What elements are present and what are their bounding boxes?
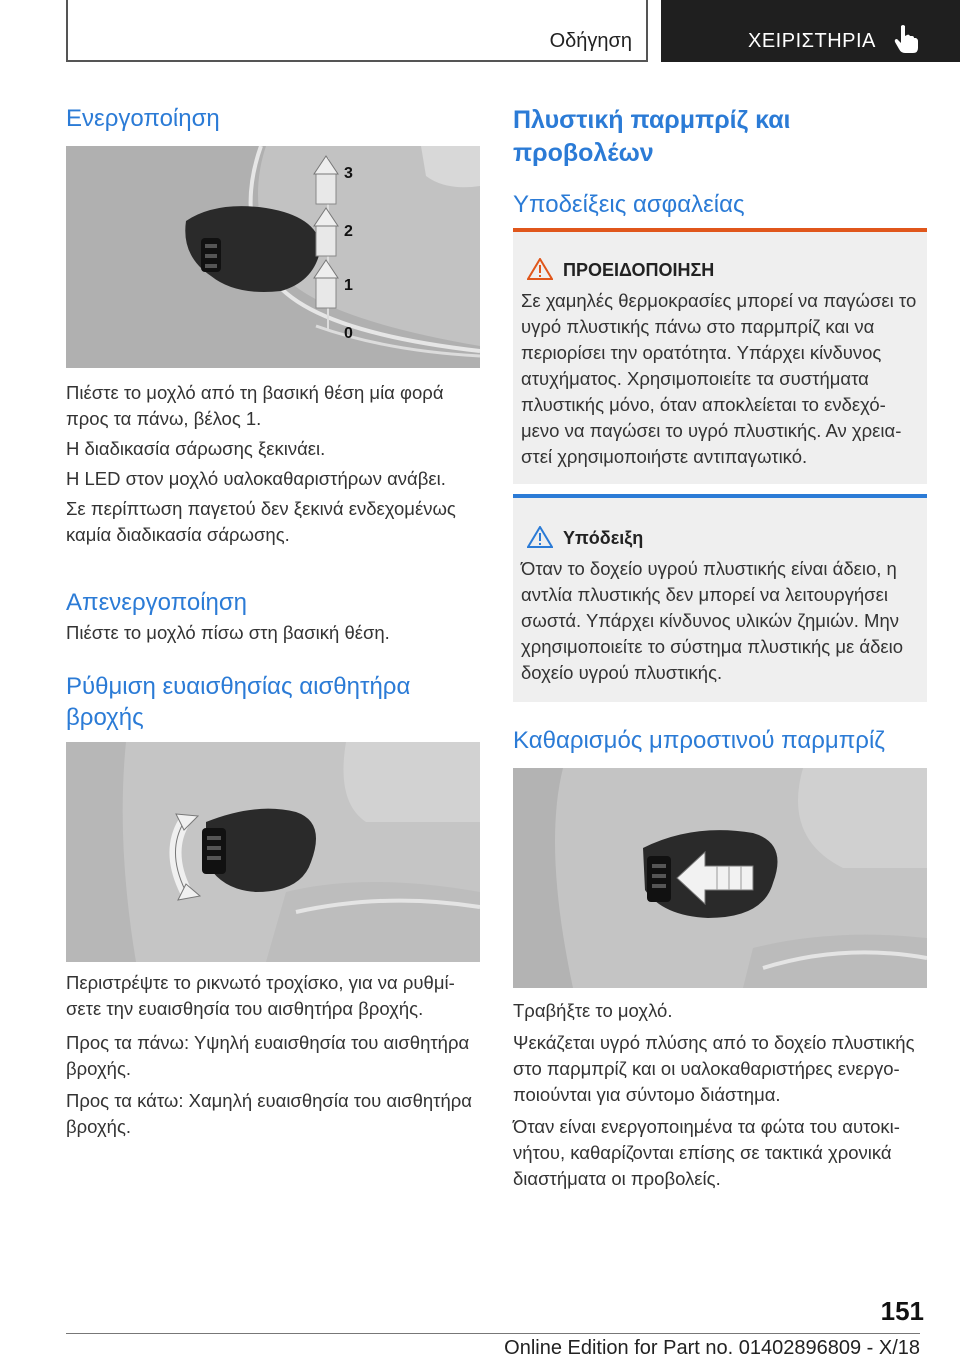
figure-label-0: 0 [344, 325, 353, 342]
figure-thumbwheel [66, 742, 480, 962]
footer-divider [66, 1333, 920, 1334]
paragraph-lever-up: Πιέστε το μοχλό από τη βασική θέση μία φορά προς τα πάνω, βέλος 1. [66, 382, 444, 429]
edition-note: Online Edition for Part no. 01402896809 - X/18 [504, 1337, 920, 1359]
page-number: 151 [880, 1296, 924, 1326]
notice-box [513, 494, 927, 702]
paragraph-pull-lever: Τραβήξτε το μοχλό. [513, 1000, 673, 1021]
header-chapter-tab [661, 0, 960, 62]
paragraph-up-high: Προς τα πάνω: Υψηλή ευαισθησία του αισθητήρα βροχής. [66, 1032, 470, 1079]
heading-windscreen-cleaning: Καθαρισμός μπροστινού παρμπρίζ [513, 727, 885, 754]
hand-pointer-icon [893, 24, 919, 54]
figure-label-2: 2 [344, 223, 353, 240]
paragraph-spray: Ψεκάζεται υγρό πλύσης από το δοχείο πλυστικής στο παρμπρίζ και οι υαλοκαθαριστήρες ενεργοποιούνται για σύντομο διάστημα. [513, 1032, 915, 1105]
paragraph-down-low: Προς τα κάτω: Χαμηλή ευαισθησία του αισθητήρα βροχής. [66, 1090, 472, 1137]
paragraph-lever-back: Πιέστε το μοχλό πίσω στη βασική θέση. [66, 622, 390, 643]
heading-washer-system: Πλυστική παρμπρίζ και προβολέων [513, 106, 791, 167]
notice-header [527, 526, 643, 549]
warning-text: Σε χαμηλές θερμοκρασίες μπορεί να παγώσει το υγρό πλυστικής πάνω στο παρμπρίζ και να περιορίσει την ορατότητα. Υπάρχει κίνδυνος ατυχήματος. Χρησιμοποιείτε τα συστήματα πλυστικής μόνο, όταν αποκλείεται το ενδεχόμενο να παγώσει το υγρό πλυστικής. Αν χρειαστεί χρησιμοποιήστε αντιπαγωτικό. [521, 290, 917, 467]
heading-deactivation: Απενεργοποίηση [66, 589, 248, 616]
figure-wiper-lever-positions [66, 146, 480, 368]
paragraph-scan-starts: Η διαδικασία σάρωσης ξεκινάει. [66, 438, 326, 459]
paragraph-headlights: Όταν είναι ενεργοποιημένα τα φώτα του αυτοκινήτου, καθαρίζονται επίσης σε τακτικά χρονικά διαστήματα οι προβολείς. [513, 1116, 900, 1189]
figure-label-3: 3 [344, 165, 353, 182]
warning-header [527, 258, 714, 281]
warning-triangle-icon [527, 258, 553, 280]
heading-rain-sensor-sensitivity: Ρύθμιση ευαισθησίας αισθητήρα βροχής [66, 673, 411, 731]
heading-activation: Ενεργοποίηση [66, 105, 220, 132]
paragraph-rotate-wheel: Περιστρέψτε το ρικνωτό τροχίσκο, για να ρυθμίσετε την ευαισθησία του αισθητήρα βροχής. [66, 972, 455, 1019]
heading-safety-notes: Υποδείξεις ασφαλείας [513, 191, 745, 218]
warning-title: ΠΡΟΕΙΔΟΠΟΙΗΣΗ [563, 260, 715, 280]
notice-triangle-icon [527, 526, 553, 548]
notice-title: Υπόδειξη [563, 528, 644, 548]
section-tab-label: Οδήγηση [549, 30, 632, 52]
figure-pull-lever [513, 768, 927, 988]
notice-text: Όταν το δοχείο υγρού πλυστικής είναι άδειο, η αντλία πλυστικής δεν μπορεί να λειτουργήσει σωστά. Υπάρχει κίνδυνος υλικών ζημιών. Μην χρησιμοποιείτε το σύστημα πλυστικής με άδειο δοχείο υγρού πλυστικής. [521, 558, 904, 683]
header-section-tab [66, 0, 648, 62]
chapter-tab-label: ΧΕΙΡΙΣΤΗΡΙΑ [748, 30, 876, 52]
paragraph-led-on: Η LED στον μοχλό υαλοκαθαριστήρων ανάβει. [66, 468, 446, 489]
paragraph-frost: Σε περίπτωση παγετού δεν ξεκινά ενδεχομένως καμία διαδικασία σάρωσης. [66, 498, 456, 545]
figure-label-1: 1 [344, 277, 353, 294]
warning-box [513, 228, 927, 484]
